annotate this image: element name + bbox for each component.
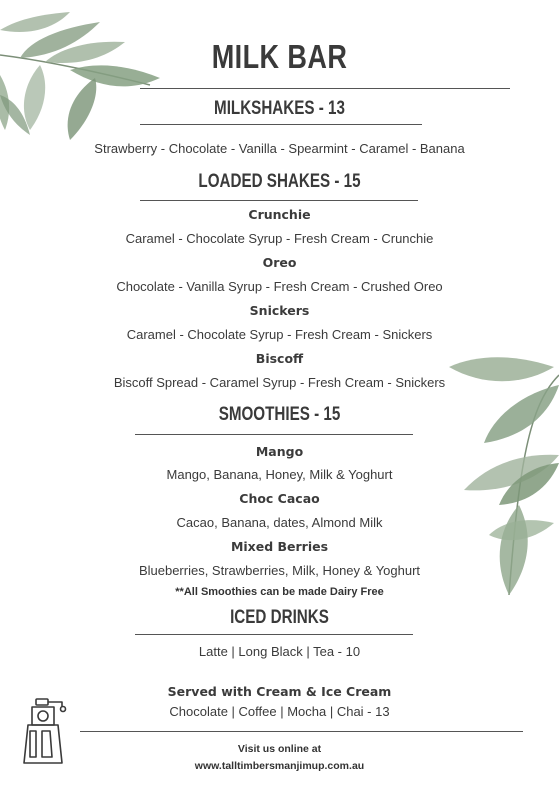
loaded-shake-name: Biscoff [255, 351, 304, 366]
smoothie-desc: Mango, Banana, Honey, Milk & Yoghurt [166, 467, 393, 482]
milkshakes-divider [140, 124, 422, 125]
smoothies-dairy-note: **All Smoothies can be made Dairy Free [175, 586, 384, 598]
iced-drinks-line: Latte | Long Black | Tea - 10 [198, 644, 361, 659]
smoothies-heading: SMOOTHIES - 15 [218, 404, 341, 425]
smoothie-desc: Cacao, Banana, dates, Almond Milk [176, 515, 383, 530]
smoothies-divider [135, 434, 413, 435]
milkshakes-heading: MILKSHAKES - 13 [214, 98, 345, 119]
milkshakes-flavours: Strawberry - Chocolate - Vanilla - Spearmint - Caramel - Banana [94, 141, 465, 156]
loaded-shake-name: Crunchie [248, 207, 311, 222]
smoothie-desc: Blueberries, Strawberries, Milk, Honey & Yoghurt [138, 563, 421, 578]
footer-divider [80, 731, 523, 732]
iced-drinks-heading: ICED DRINKS [230, 607, 329, 628]
footer-visit-text: Visit us online at [237, 743, 322, 755]
page-title: MILK BAR [211, 38, 348, 75]
loaded-shake-desc: Biscoff Spread - Caramel Syrup - Fresh Cream - Snickers [113, 375, 446, 390]
loaded-shake-desc: Chocolate - Vanilla Syrup - Fresh Cream - Crushed Oreo [116, 279, 443, 294]
served-with-line: Chocolate | Coffee | Mocha | Chai - 13 [169, 704, 390, 719]
loaded-shake-desc: Caramel - Chocolate Syrup - Fresh Cream - Snickers [126, 327, 433, 342]
coffee-grinder-icon [22, 695, 72, 767]
loaded-shakes-heading: LOADED SHAKES - 15 [198, 171, 361, 192]
smoothie-name: Mango [255, 444, 304, 459]
served-with-heading: Served with Cream & Ice Cream [167, 684, 392, 699]
footer-website-link[interactable]: www.talltimbersmanjimup.com.au [194, 760, 365, 772]
loaded-shakes-divider [140, 200, 418, 201]
iced-drinks-divider [135, 634, 413, 635]
title-divider [140, 88, 510, 89]
loaded-shake-name: Snickers [249, 303, 310, 318]
loaded-shake-desc: Caramel - Chocolate Syrup - Fresh Cream - Crunchie [125, 231, 434, 246]
smoothie-name: Choc Cacao [239, 491, 320, 506]
smoothie-name: Mixed Berries [230, 539, 329, 554]
loaded-shake-name: Oreo [262, 255, 297, 270]
